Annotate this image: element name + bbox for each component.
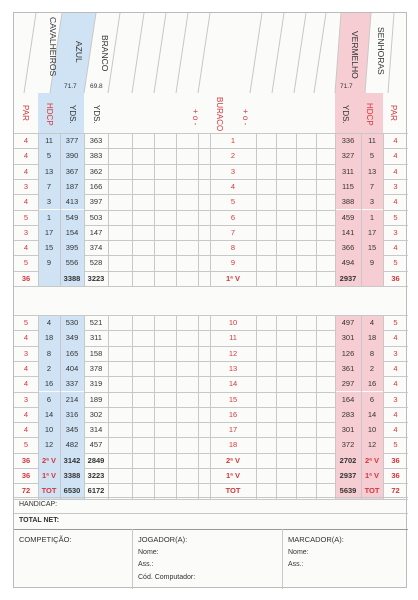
front-hole-cell: 4 [230, 181, 236, 191]
front-par-cell: 4 [23, 243, 29, 253]
back-par_r-cell: 4 [393, 379, 398, 389]
front-hole-cell: 5 [230, 197, 236, 207]
rating-branco: 69.8 [90, 83, 103, 90]
tee-cavalheiros: CAVALHEIROS [48, 17, 58, 77]
column-divider [60, 315, 61, 499]
back-nine-table [14, 315, 408, 497]
back-branco-cell: 158 [89, 348, 103, 358]
back-vermelho-cell: 164 [335, 392, 361, 407]
back-azul-cell: 3142 [60, 453, 84, 468]
back-par_r-cell: 5 [393, 440, 398, 450]
column-divider [276, 315, 277, 499]
front-azul-cell: 377 [60, 133, 84, 148]
front-hdcp_r-cell: 5 [361, 148, 383, 163]
row-divider [14, 499, 408, 500]
back-hole-cell: 12 [228, 348, 238, 358]
back-hdcp-cell: 4 [38, 315, 60, 330]
back-hdcp-cell: 2 [38, 361, 60, 376]
back-vermelho-cell: 301 [335, 330, 361, 345]
front-par_r-cell: 36 [391, 273, 400, 283]
front-branco-cell: 374 [89, 243, 103, 253]
column-divider [198, 315, 199, 499]
back-vermelho-cell: 361 [335, 361, 361, 376]
front-hole-cell: 6 [230, 212, 236, 222]
column-divider [296, 315, 297, 499]
front-hole-cell: 2 [230, 151, 236, 161]
marcador-label: MARCADOR(A): [288, 535, 344, 544]
column-divider [154, 315, 155, 499]
front-azul-cell: 390 [60, 148, 84, 163]
front-branco-cell: 3223 [87, 273, 105, 283]
back-hdcp_r-cell: 4 [361, 315, 383, 330]
front-azul-cell: 556 [60, 255, 84, 270]
front-branco-cell: 147 [89, 227, 103, 237]
row-divider [14, 315, 408, 316]
back-branco-cell: 311 [90, 333, 102, 343]
back-hole-cell: 10 [228, 318, 238, 327]
total-net-label: TOTAL NET: [19, 517, 60, 524]
back-par-cell: 3 [23, 348, 29, 358]
header-yds-branco: YDS. [92, 105, 101, 124]
header-yds-vermelho: YDS. [341, 105, 350, 124]
column-divider [132, 315, 133, 499]
front-azul-cell: 413 [60, 194, 84, 209]
back-hdcp_r-cell: 2 [361, 361, 383, 376]
front-hdcp_r-cell [361, 271, 383, 286]
back-par-cell: 4 [23, 363, 29, 373]
back-hole-cell: 14 [228, 379, 238, 389]
column-divider [256, 133, 257, 286]
back-hole-cell: 13 [228, 363, 238, 373]
column-divider [210, 315, 211, 499]
back-hdcp_r-cell: 18 [361, 330, 383, 345]
jogador-label: JOGADOR(A): [138, 535, 188, 544]
back-vermelho-cell: 5639 [335, 483, 361, 498]
back-par_r-cell: 72 [391, 486, 400, 496]
column-divider [316, 315, 317, 499]
front-vermelho-cell: 388 [335, 194, 361, 209]
back-par-cell: 3 [23, 394, 29, 404]
header-hdcp: HDCP [45, 103, 54, 126]
marcador-nome-label: Nome: [288, 549, 309, 556]
front-nine-table [14, 133, 408, 287]
column-divider [210, 133, 211, 286]
front-hdcp_r-cell: 17 [361, 225, 383, 240]
rating-vermelho: 71.7 [340, 83, 353, 90]
front-par-cell: 4 [23, 151, 29, 161]
back-hdcp_r-cell: 8 [361, 346, 383, 361]
header-par-right: PAR [389, 105, 398, 121]
column-divider [276, 133, 277, 286]
front-branco-cell: 528 [89, 258, 103, 268]
back-hdcp_r-cell: 10 [361, 422, 383, 437]
rating-azul: 71.7 [64, 83, 77, 90]
handicap-label: HANDICAP: [19, 501, 58, 508]
column-divider [154, 133, 155, 286]
back-azul-cell: 316 [60, 407, 84, 422]
front-hole-cell: 7 [230, 227, 236, 237]
front-hdcp-cell: 3 [38, 194, 60, 209]
back-azul-cell: 349 [60, 330, 84, 345]
back-hdcp_r-cell: TOT [361, 483, 383, 498]
front-vermelho-cell: 2937 [335, 271, 361, 286]
front-par-cell: 4 [23, 166, 29, 176]
back-hdcp-cell: 16 [38, 376, 60, 391]
cod-computador-label: Cód. Computador: [138, 574, 196, 581]
front-par_r-cell: 4 [393, 243, 398, 253]
back-vermelho-cell: 2937 [335, 468, 361, 483]
front-azul-cell: 3388 [60, 271, 84, 286]
front-hdcp-cell: 17 [38, 225, 60, 240]
column-divider [108, 133, 109, 286]
front-hdcp-cell: 7 [38, 179, 60, 194]
front-hdcp-cell: 13 [38, 164, 60, 179]
front-hole-cell: 9 [230, 258, 236, 268]
back-par_r-cell: 36 [391, 455, 400, 465]
front-par-cell: 5 [23, 258, 29, 268]
divider [282, 529, 283, 589]
divider [132, 529, 133, 589]
back-vermelho-cell: 301 [335, 422, 361, 437]
back-par-cell: 72 [21, 486, 31, 496]
back-hdcp_r-cell: 6 [361, 392, 383, 407]
front-par-cell: 3 [23, 181, 29, 191]
back-branco-cell: 189 [89, 394, 103, 404]
tee-branco: BRANCO [100, 35, 110, 72]
divider [14, 497, 408, 498]
back-hdcp_r-cell: 12 [361, 437, 383, 452]
back-hole-cell: 15 [228, 394, 238, 404]
back-hdcp-cell: 2ª V [38, 453, 60, 468]
tee-azul: AZUL [74, 41, 84, 63]
front-branco-cell: 362 [89, 166, 103, 176]
back-azul-cell: 165 [60, 346, 84, 361]
column-divider [108, 315, 109, 499]
front-branco-cell: 363 [89, 136, 103, 145]
back-branco-cell: 2849 [87, 455, 105, 465]
column-divider [316, 133, 317, 286]
back-par-cell: 4 [23, 425, 29, 435]
front-par-cell: 4 [23, 197, 29, 207]
front-vermelho-cell: 311 [335, 164, 361, 179]
front-azul-cell: 367 [60, 164, 84, 179]
front-hole-cell: 1ª V [225, 273, 241, 283]
back-hdcp-cell: TOT [38, 483, 60, 498]
front-branco-cell: 503 [89, 212, 103, 222]
back-branco-cell: 521 [89, 318, 103, 327]
back-par-cell: 5 [23, 440, 29, 450]
back-hdcp_r-cell: 1ª V [361, 468, 383, 483]
front-par-cell: 4 [23, 136, 29, 145]
back-azul-cell: 6530 [60, 483, 84, 498]
header-plusminus-left: + o - [191, 109, 200, 126]
marcador-ass-label: Ass.: [288, 561, 304, 568]
column-divider [38, 133, 39, 286]
back-par-cell: 4 [23, 409, 29, 419]
back-vermelho-cell: 2702 [335, 453, 361, 468]
back-par-cell: 4 [23, 333, 29, 343]
front-vermelho-cell: 366 [335, 240, 361, 255]
scorecard [13, 12, 407, 588]
back-hole-cell: 17 [228, 425, 238, 435]
front-hdcp_r-cell: 15 [361, 240, 383, 255]
tee-senhoras: SENHORAS [376, 27, 386, 75]
tee-vermelho: VERMELHO [350, 31, 360, 79]
back-branco-cell: 457 [89, 440, 103, 450]
back-hole-cell: 2ª V [225, 455, 241, 465]
front-azul-cell: 549 [60, 210, 84, 225]
back-hdcp-cell: 8 [38, 346, 60, 361]
front-hdcp-cell: 15 [38, 240, 60, 255]
back-branco-cell: 3223 [87, 471, 105, 480]
back-azul-cell: 337 [60, 376, 84, 391]
back-hole-cell: 1ª V [225, 471, 241, 480]
front-par-cell: 5 [23, 212, 29, 222]
front-hdcp_r-cell: 11 [361, 133, 383, 148]
column-divider [132, 133, 133, 286]
back-hdcp-cell: 18 [38, 330, 60, 345]
back-vermelho-cell: 126 [335, 346, 361, 361]
front-hole-cell: 3 [230, 166, 236, 176]
back-vermelho-cell: 372 [335, 437, 361, 452]
back-par_r-cell: 3 [393, 348, 398, 358]
front-hdcp_r-cell: 13 [361, 164, 383, 179]
back-par-cell: 5 [23, 318, 29, 327]
front-par_r-cell: 4 [393, 136, 398, 145]
column-divider [176, 133, 177, 286]
front-par_r-cell: 4 [393, 197, 398, 207]
jogador-nome-label: Nome: [138, 549, 159, 556]
back-branco-cell: 378 [89, 363, 103, 373]
back-azul-cell: 3388 [60, 468, 84, 483]
back-hdcp-cell: 14 [38, 407, 60, 422]
column-divider [383, 133, 384, 286]
back-hdcp-cell: 1ª V [38, 468, 60, 483]
back-branco-cell: 6172 [87, 486, 105, 496]
column-divider [256, 315, 257, 499]
column-divider [84, 133, 85, 286]
column-divider [296, 133, 297, 286]
column-divider [361, 133, 362, 286]
header-hdcp-right: HDCP [365, 103, 374, 126]
back-hdcp_r-cell: 14 [361, 407, 383, 422]
front-hdcp_r-cell: 1 [361, 210, 383, 225]
divider [14, 529, 408, 530]
back-hdcp-cell: 6 [38, 392, 60, 407]
header-yds-azul: YDS. [68, 105, 77, 124]
column-divider [335, 133, 336, 286]
column-divider [198, 133, 199, 286]
front-hdcp_r-cell: 3 [361, 194, 383, 209]
back-hdcp_r-cell: 16 [361, 376, 383, 391]
front-vermelho-cell: 141 [335, 225, 361, 240]
back-par_r-cell: 5 [393, 318, 398, 327]
back-par_r-cell: 4 [393, 425, 398, 435]
back-hole-cell: TOT [225, 486, 241, 496]
back-azul-cell: 482 [60, 437, 84, 452]
front-branco-cell: 397 [89, 197, 103, 207]
front-par_r-cell: 3 [393, 227, 398, 237]
back-hole-cell: 11 [229, 333, 237, 343]
column-divider [60, 133, 61, 286]
back-azul-cell: 404 [60, 361, 84, 376]
front-vermelho-cell: 494 [335, 255, 361, 270]
column-divider [383, 315, 384, 499]
row-divider [14, 286, 408, 287]
back-vermelho-cell: 297 [335, 376, 361, 391]
front-vermelho-cell: 327 [335, 148, 361, 163]
front-azul-cell: 395 [60, 240, 84, 255]
back-vermelho-cell: 283 [335, 407, 361, 422]
front-vermelho-cell: 336 [335, 133, 361, 148]
front-par-cell: 3 [23, 227, 29, 237]
back-par-cell: 4 [23, 379, 29, 389]
front-vermelho-cell: 115 [335, 179, 361, 194]
front-par_r-cell: 3 [393, 181, 398, 191]
column-divider [176, 315, 177, 499]
column-divider [335, 315, 336, 499]
front-azul-cell: 187 [60, 179, 84, 194]
jogador-ass-label: Ass.: [138, 561, 154, 568]
back-vermelho-cell: 497 [335, 315, 361, 330]
front-azul-cell: 154 [60, 225, 84, 240]
front-hole-cell: 8 [230, 243, 236, 253]
front-hdcp_r-cell: 7 [361, 179, 383, 194]
front-hdcp-cell: 1 [38, 210, 60, 225]
front-vermelho-cell: 459 [335, 210, 361, 225]
back-branco-cell: 314 [89, 425, 103, 435]
back-par-cell: 36 [21, 471, 31, 480]
front-branco-cell: 383 [89, 151, 103, 161]
front-par_r-cell: 4 [393, 151, 398, 161]
front-branco-cell: 166 [89, 181, 103, 191]
back-branco-cell: 319 [89, 379, 103, 389]
back-hdcp-cell: 10 [38, 422, 60, 437]
divider [14, 513, 408, 514]
back-par_r-cell: 36 [391, 471, 400, 480]
column-divider [84, 315, 85, 499]
back-azul-cell: 530 [60, 315, 84, 330]
back-hdcp_r-cell: 2ª V [361, 453, 383, 468]
back-par_r-cell: 3 [393, 394, 398, 404]
front-hdcp_r-cell: 9 [361, 255, 383, 270]
front-hdcp-cell [38, 271, 60, 286]
front-par-cell: 36 [21, 273, 31, 283]
front-par_r-cell: 5 [393, 258, 398, 268]
column-divider [38, 315, 39, 499]
back-par_r-cell: 4 [393, 363, 398, 373]
back-par_r-cell: 4 [393, 333, 398, 343]
back-azul-cell: 214 [60, 392, 84, 407]
competicao-label: COMPETIÇÃO: [19, 535, 72, 544]
header-plusminus-right: + o - [241, 109, 250, 126]
front-hdcp-cell: 11 [38, 133, 60, 148]
back-par_r-cell: 4 [393, 409, 398, 419]
back-hdcp-cell: 12 [38, 437, 60, 452]
front-hdcp-cell: 5 [38, 148, 60, 163]
column-divider [361, 315, 362, 499]
row-divider [14, 133, 408, 134]
front-par_r-cell: 4 [393, 166, 398, 176]
back-branco-cell: 302 [89, 409, 103, 419]
header-par: PAR [21, 105, 30, 121]
back-par-cell: 36 [21, 455, 31, 465]
front-hole-cell: 1 [230, 136, 236, 145]
back-azul-cell: 345 [60, 422, 84, 437]
back-hole-cell: 18 [228, 440, 238, 450]
header-buraco: BURACO [215, 97, 224, 132]
front-par_r-cell: 5 [393, 212, 398, 222]
front-hdcp-cell: 9 [38, 255, 60, 270]
back-hole-cell: 16 [228, 409, 238, 419]
